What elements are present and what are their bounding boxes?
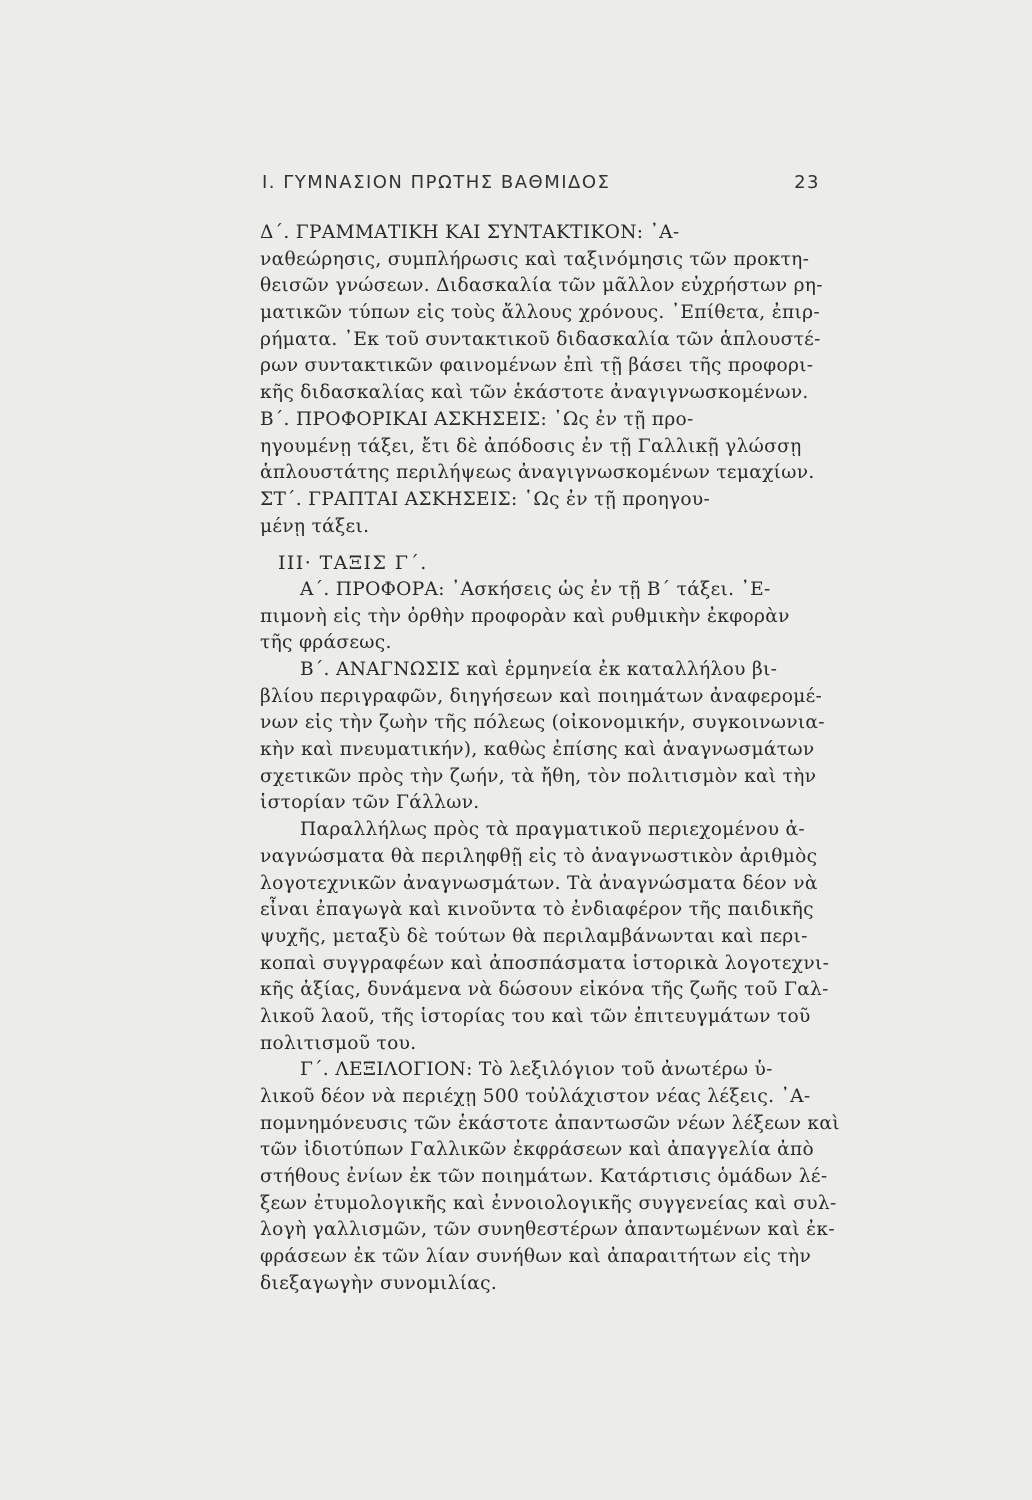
text-line: πομνημόνευσις τῶν ἑκάστοτε ἀπαντωσῶν νέων λέξεων καὶ	[260, 1112, 840, 1134]
text-line: στήθους ἐνίων ἐκ τῶν ποιημάτων. Κατάρτισις ὁμάδων λέ-	[260, 1166, 828, 1188]
text-line: ηγουμένῃ τάξει, ἔτι δὲ ἀπόδοσις ἐν τῇ Γαλλικῇ γλώσσῃ	[260, 435, 802, 457]
text-line: τῶν ἰδιοτύπων Γαλλικῶν ἐκφράσεων καὶ ἀπαγγελία ἀπὸ	[260, 1139, 815, 1161]
running-head	[262, 172, 820, 198]
page-body	[260, 220, 840, 1298]
text-line: ματικῶν τύπων εἰς τοὺς ἄλλους χρόνους. ᾿Επίθετα, ἐπιρ-	[260, 302, 820, 324]
text-line: κῆς ἀξίας, δυνάμενα νὰ δώσουν εἰκόνα τῆς ζωῆς τοῦ Γαλ-	[260, 979, 829, 1001]
text-line: πολιτισμοῦ του.	[260, 1032, 417, 1054]
text-line: ἱστορίαν τῶν Γάλλων.	[260, 792, 480, 814]
section-heading-oral-exercises: Β΄. ΠΡΟΦΟΡΙΚΑΙ ΑΣΚΗΣΕΙΣ: ῾Ως ἐν τῇ προ-	[260, 408, 694, 430]
text-line: ψυχῆς, μεταξὺ δὲ τούτων θὰ περιλαμβάνωνται καὶ περι-	[260, 925, 808, 947]
text-line: κοπαὶ συγγραφέων καὶ ἀποσπάσματα ἱστορικὰ λογοτεχνι-	[260, 952, 830, 974]
class-heading: ΙΙΙ· ΤΑΞΙΣ Γ΄.	[278, 552, 428, 575]
section-heading-pronunciation: Α΄. ΠΡΟΦΟΡΑ: ᾿Ασκήσεις ὡς ἐν τῇ Β΄ τάξει. ᾿Ε-	[300, 578, 771, 600]
text-line: ἁπλουστάτης περιλήψεως ἀναγιγνωσκομένων τεμαχίων.	[260, 462, 815, 484]
text-line: πιμονὴ εἰς τὴν ὀρθὴν προφορὰν καὶ ρυθμικὴν ἐκφορὰν	[260, 605, 790, 627]
text-line: εἶναι ἐπαγωγὰ καὶ κινοῦντα τὸ ἐνδιαφέρον τῆς παιδικῆς	[260, 899, 814, 921]
text-line: λικοῦ δέον νὰ περιέχῃ 500 τοὐλάχιστον νέας λέξεις. ᾿Α-	[260, 1086, 811, 1107]
text-line: ρων συντακτικῶν φαινομένων ἐπὶ τῇ βάσει τῆς προφορι-	[260, 355, 814, 377]
page-number: 23	[794, 172, 820, 193]
text-line: φράσεων ἐκ τῶν λίαν συνήθων καὶ ἀπαραιτήτων εἰς τὴν	[260, 1246, 812, 1268]
section-heading-grammar: Δ΄. ΓΡΑΜΜΑΤΙΚΗ ΚΑΙ ΣΥΝΤΑΚΤΙΚΟΝ: ᾿Α-	[260, 222, 680, 243]
text-line: νων εἰς τὴν ζωὴν τῆς πόλεως (οἰκονομικήν, συγκοινωνια-	[260, 712, 825, 734]
text-line: σχετικῶν πρὸς τὴν ζωήν, τὰ ἤθη, τὸν πολιτισμὸν καὶ τὴν	[260, 765, 817, 787]
text-line: ναθεώρησις, συμπλήρωσις καὶ ταξινόμησις τῶν προκτη-	[260, 248, 810, 270]
text-line: λογοτεχνικῶν ἀναγνωσμάτων. Τὰ ἀναγνώσματα δέον νὰ	[260, 872, 818, 894]
text-line: διεξαγωγὴν συνομιλίας.	[260, 1272, 498, 1294]
text-line: λικοῦ λαοῦ, τῆς ἱστορίας του καὶ τῶν ἐπιτευγμάτων τοῦ	[260, 1005, 811, 1027]
text-line: κῆς διδασκαλίας καὶ τῶν ἑκάστοτε ἀναγιγνωσκομένων.	[260, 382, 809, 404]
text-line: θεισῶν γνώσεων. Διδασκαλία τῶν μᾶλλον εὐχρήστων ρη-	[260, 275, 823, 297]
text-line: ρήματα. ᾿Εκ τοῦ συντακτικοῦ διδασκαλία τῶν ἁπλουστέ-	[260, 328, 821, 350]
section-heading-vocabulary: Γ΄. ΛΕΞΙΛΟΓΙΟΝ: Τὸ λεξιλόγιον τοῦ ἀνωτέρω ὑ-	[300, 1059, 773, 1081]
running-head-title: I. ΓΥΜΝΑΣΙΟΝ ΠΡΩΤΗΣ ΒΑΘΜΙΔΟΣ	[262, 172, 611, 193]
text-line: λογὴ γαλλισμῶν, τῶν συνηθεστέρων ἀπαντωμένων καὶ ἐκ-	[260, 1219, 835, 1241]
text-line: τῆς φράσεως.	[260, 632, 392, 654]
section-heading-reading: Β΄. ΑΝΑΓΝΩΣΙΣ καὶ ἑρμηνεία ἐκ καταλλήλου βι-	[300, 659, 778, 680]
text-line: μένῃ τάξει.	[260, 515, 370, 537]
text-line: ξεων ἐτυμολογικῆς καὶ ἐννοιολογικῆς συγγενείας καὶ συλ-	[260, 1192, 837, 1214]
paragraph-start: Παραλλήλως πρὸς τὰ πραγματικοῦ περιεχομένου ἀ-	[300, 819, 805, 841]
text-line: ναγνώσματα θὰ περιληφθῇ εἰς τὸ ἀναγνωστικὸν ἀριθμὸς	[260, 845, 818, 867]
section-heading-written-exercises: ΣΤ΄. ΓΡΑΠΤΑΙ ΑΣΚΗΣΕΙΣ: ῾Ως ἐν τῇ προηγου-	[260, 488, 711, 510]
text-line: κὴν καὶ πνευματικήν), καθὼς ἐπίσης καὶ ἀναγνωσμάτων	[260, 739, 815, 761]
text-line: βλίου περιγραφῶν, διηγήσεων καὶ ποιημάτων ἀναφερομέ-	[260, 685, 823, 707]
